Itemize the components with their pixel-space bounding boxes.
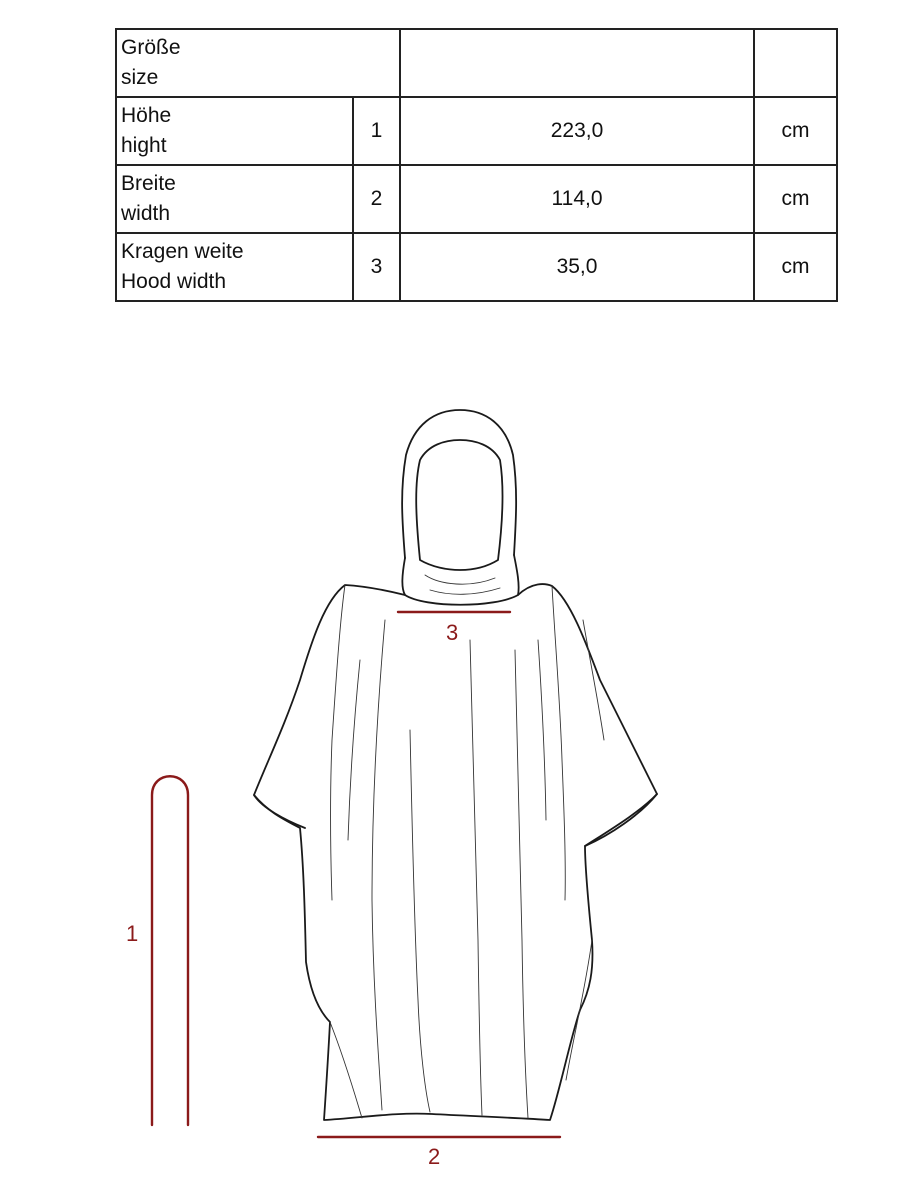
- fold-line: [470, 640, 482, 1115]
- row-label-de: Höhe: [121, 104, 172, 127]
- fold-line: [538, 640, 546, 820]
- face-opening: [416, 440, 502, 570]
- fold-line: [372, 620, 385, 1110]
- row-label-en: hight: [121, 134, 167, 157]
- row-number: 1: [353, 97, 400, 165]
- fold-line: [515, 650, 528, 1118]
- fold-line: [430, 588, 500, 594]
- fold-line: [425, 575, 495, 584]
- row-number: 2: [353, 165, 400, 233]
- row-value: 114,0: [400, 165, 754, 233]
- left-sleeve-hem: [254, 795, 305, 828]
- row-unit: cm: [754, 165, 837, 233]
- row-label-en: width: [121, 202, 171, 225]
- hood-collar: [402, 555, 518, 605]
- row-value: 35,0: [400, 233, 754, 301]
- fold-line: [348, 660, 360, 840]
- height-marker-label: 1: [126, 921, 139, 946]
- row-value: 223,0: [400, 97, 754, 165]
- fold-line: [410, 730, 430, 1112]
- fold-line: [330, 1022, 362, 1118]
- width-marker-label: 2: [428, 1144, 441, 1169]
- row-label-en: Hood width: [121, 270, 227, 293]
- hood-marker-label: 3: [446, 620, 459, 645]
- fold-line: [552, 586, 565, 900]
- fold-line: [566, 940, 592, 1080]
- row-number: 3: [353, 233, 400, 301]
- height-measure-line: [152, 776, 188, 1125]
- fold-line: [331, 585, 346, 900]
- row-label-de: Breite: [121, 172, 176, 195]
- row-label-de: Kragen weite: [121, 240, 244, 263]
- size-label-en: size: [121, 66, 159, 89]
- row-unit: cm: [754, 233, 837, 301]
- hood-outline: [402, 410, 516, 558]
- poncho-outline-icon: [254, 410, 657, 1120]
- row-unit: cm: [754, 97, 837, 165]
- poncho-body: [254, 584, 657, 1120]
- size-label-de: Größe: [121, 36, 181, 59]
